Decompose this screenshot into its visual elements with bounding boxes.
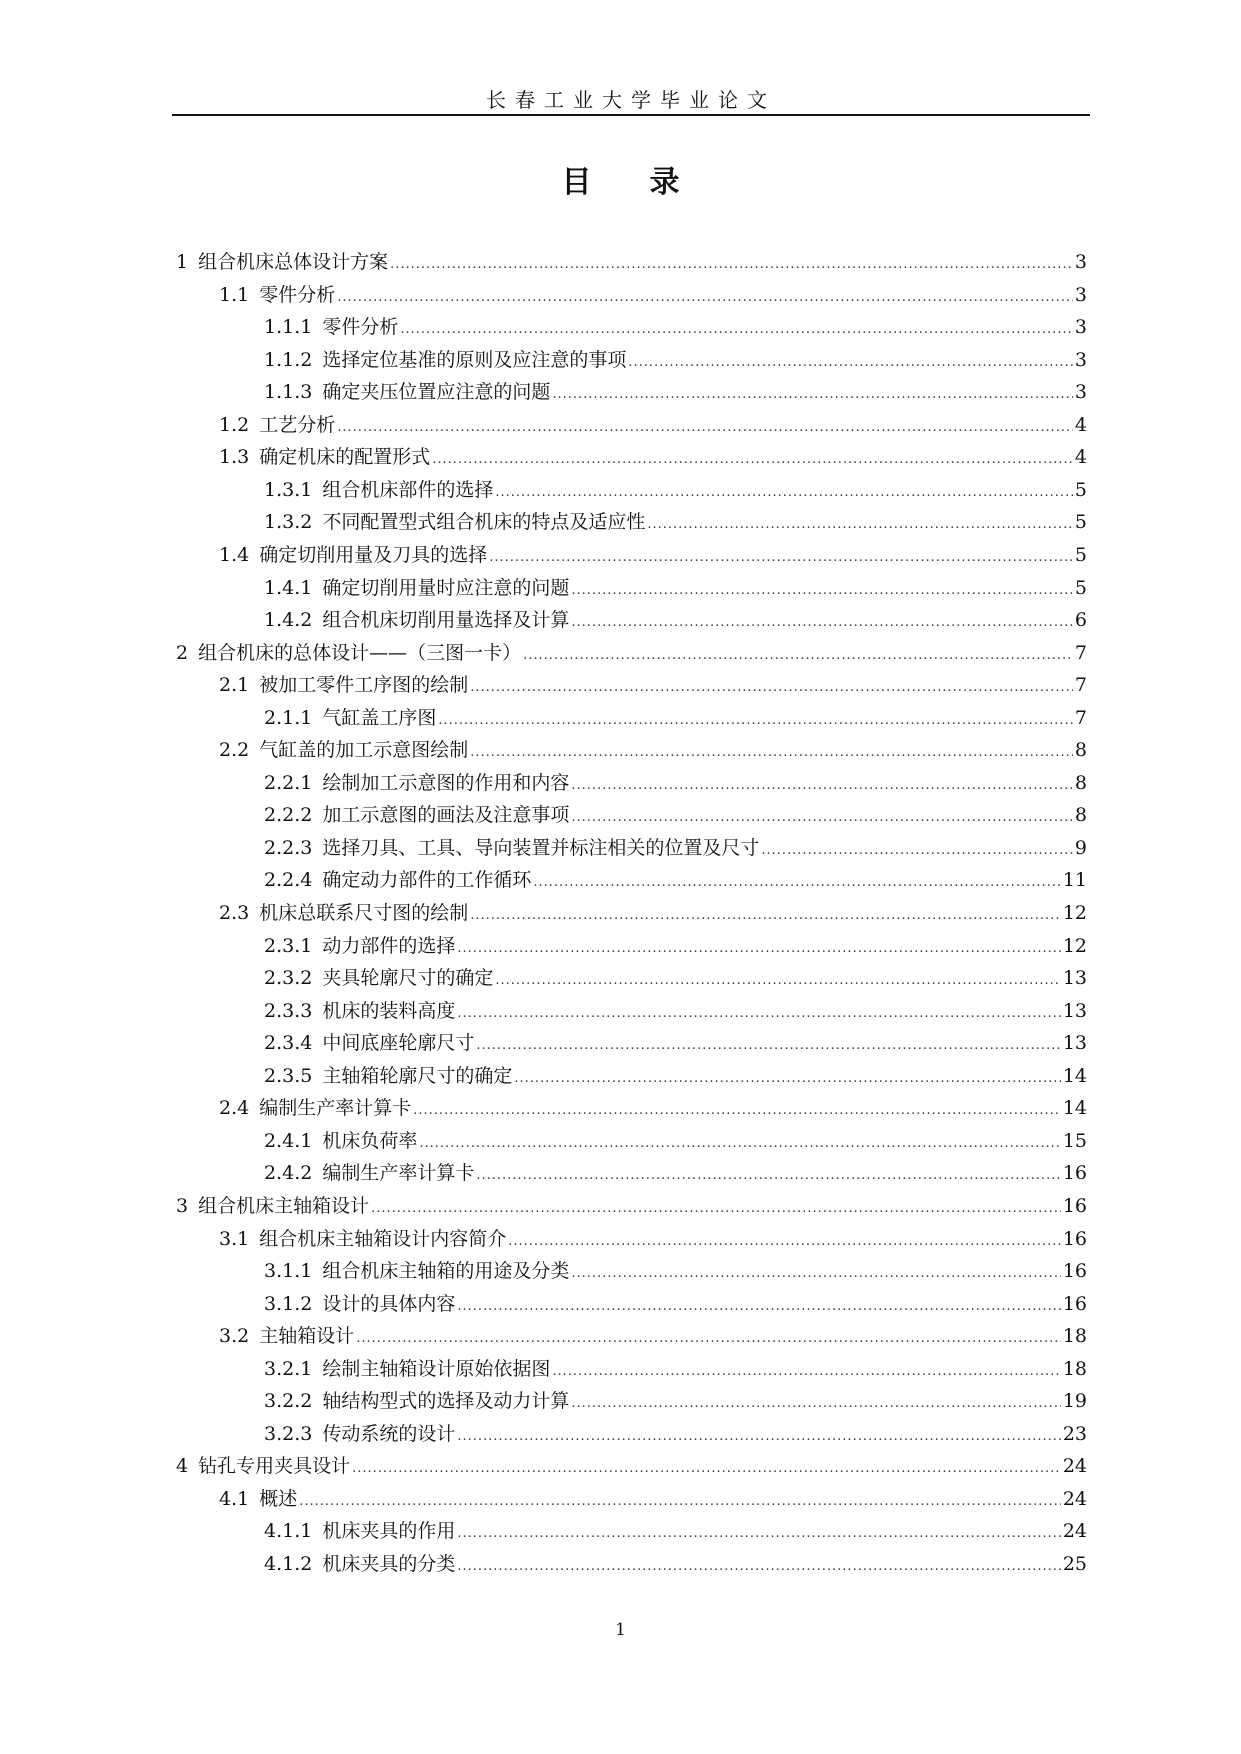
toc-entry-number: 2.1.1 (264, 706, 313, 729)
toc-dot-leader (508, 1226, 1061, 1258)
toc-entry-number: 1.4.1 (264, 576, 313, 599)
toc-entry-title: 机床总联系尺寸图的绘制 (259, 902, 469, 924)
toc-entry-4-1-1[interactable] (264, 1515, 1087, 1547)
toc-entry-title: 组合机床部件的选择 (322, 478, 494, 501)
toc-entry-1-3[interactable] (219, 441, 1087, 473)
toc-entry-2-2[interactable] (219, 734, 1087, 766)
toc-entry-title: 确定夹压位置应注意的问题 (322, 381, 551, 404)
toc-entry-title: 机床负荷率 (322, 1129, 418, 1152)
toc-dot-leader (476, 1160, 1060, 1192)
toc-entry-title: 概述 (259, 1487, 298, 1510)
toc-dot-leader (457, 1551, 1060, 1583)
toc-entry-text (264, 799, 569, 831)
toc-entry-title: 选择定位基准的原则及应注意的事项 (322, 348, 627, 371)
toc-entry-page: 18 (1062, 1357, 1087, 1380)
toc-entry-text (176, 637, 521, 669)
toc-dot-leader (514, 1063, 1060, 1095)
toc-entry-number: 2.2.3 (264, 836, 313, 859)
toc-entry-title: 被加工零件工序图的绘制 (259, 674, 469, 697)
toc-entry-text (264, 376, 550, 408)
toc-dot-leader (489, 542, 1073, 574)
toc-entry-title: 零件分析 (322, 316, 399, 339)
toc-entry-2-2-4[interactable] (264, 864, 1087, 896)
toc-entry-2-4[interactable] (219, 1092, 1087, 1124)
toc-entry-text (264, 1157, 474, 1189)
toc-entry-title: 气缸盖的加工示意图绘制 (259, 739, 469, 762)
toc-entry-text (219, 1092, 411, 1124)
toc-entry-text (264, 1385, 569, 1417)
toc-dot-leader (571, 1258, 1060, 1290)
toc-dot-leader (761, 835, 1073, 867)
toc-entry-number: 3.1.2 (264, 1292, 313, 1315)
toc-entry-text (264, 832, 759, 864)
toc-entry-text (264, 1125, 417, 1157)
toc-entry-text (219, 279, 335, 311)
toc-entry-1-1-3[interactable] (264, 376, 1087, 408)
toc-entry-number: 2.3.5 (264, 1064, 313, 1087)
toc-entry-page: 13 (1062, 1032, 1087, 1055)
toc-entry-page: 15 (1062, 1129, 1087, 1152)
toc-entry-text (264, 1060, 512, 1092)
toc-entry-page: 6 (1074, 609, 1087, 632)
header-rule (172, 114, 1090, 116)
toc-entry-title: 零件分析 (259, 283, 336, 306)
toc-entry-number: 1.1.3 (264, 381, 313, 404)
toc-entry-number: 2.2 (219, 739, 250, 762)
toc-entry-1-4-1[interactable] (264, 572, 1087, 604)
toc-entry-page: 16 (1062, 1260, 1087, 1283)
toc-dot-leader (470, 672, 1073, 704)
toc-dot-leader (571, 802, 1073, 834)
toc-entry-text (264, 702, 436, 734)
toc-entry-page: 13 (1062, 999, 1087, 1022)
toc-entry-number: 2.3.2 (264, 967, 313, 990)
toc-entry-page: 5 (1074, 511, 1087, 534)
toc-entry-number: 4.1.1 (264, 1520, 313, 1543)
toc-dot-leader (371, 1193, 1061, 1225)
toc-entry-text (219, 539, 487, 571)
toc-entry-2-1-1[interactable] (264, 702, 1087, 734)
toc-entry-number: 1.1.1 (264, 316, 313, 339)
toc-entry-text (219, 897, 468, 929)
toc-entry-page: 18 (1062, 1325, 1087, 1348)
toc-entry-text (264, 344, 626, 376)
toc-dot-leader (495, 477, 1073, 509)
toc-entry-3-2-2[interactable] (264, 1385, 1087, 1417)
toc-entry-number: 3.1.1 (264, 1260, 313, 1283)
toc-entry-page: 16 (1062, 1292, 1087, 1315)
toc-dot-leader (457, 933, 1060, 965)
toc-entry-number: 3.2 (219, 1325, 250, 1348)
toc-entry-3-1[interactable] (219, 1223, 1087, 1255)
toc-entry-page: 4 (1074, 413, 1087, 436)
toc-entry-2-3-5[interactable] (264, 1060, 1087, 1092)
toc-entry-text (219, 1483, 297, 1515)
toc-dot-leader (432, 444, 1073, 476)
toc-entry-1-4-2[interactable] (264, 604, 1087, 636)
toc-entry-text (264, 995, 455, 1027)
toc-entry-2-1[interactable] (219, 669, 1087, 701)
toc-dot-leader (647, 509, 1073, 541)
toc-entry-text (264, 1548, 455, 1580)
toc-entry-page: 3 (1074, 283, 1087, 306)
toc-entry-3-1-1[interactable] (264, 1255, 1087, 1287)
toc-title: 目录 (561, 165, 738, 200)
toc-entry-1[interactable] (176, 246, 1087, 278)
toc-entry-1-2[interactable] (219, 409, 1087, 441)
toc-dot-leader (419, 1128, 1060, 1160)
toc-entry-2-3[interactable] (219, 897, 1087, 929)
toc-entry-2-3-1[interactable] (264, 930, 1087, 962)
toc-entry-text (264, 311, 398, 343)
toc-entry-4[interactable] (176, 1450, 1087, 1482)
toc-entry-text (264, 572, 569, 604)
toc-entry-title: 组合机床的总体设计——（三图一卡） (198, 641, 522, 664)
toc-entry-number: 2.2.4 (264, 869, 313, 892)
toc-entry-page: 12 (1062, 934, 1087, 957)
toc-entry-page: 8 (1074, 804, 1087, 827)
toc-entry-page: 5 (1074, 576, 1087, 599)
toc-entry-page: 8 (1074, 771, 1087, 794)
toc-entry-2-4-2[interactable] (264, 1157, 1087, 1189)
toc-entry-title: 机床夹具的分类 (322, 1553, 456, 1575)
toc-entry-text (219, 1223, 506, 1255)
toc-entry-title: 主轴箱轮廓尺寸的确定 (322, 1064, 513, 1087)
toc-entry-number: 3.2.2 (264, 1390, 313, 1413)
toc-entry-number: 3.2.3 (264, 1422, 313, 1445)
toc-entry-page: 16 (1062, 1194, 1087, 1217)
toc-entry-text (219, 734, 468, 766)
toc-entry-number: 2.2.2 (264, 804, 313, 827)
toc-entry-title: 工艺分析 (259, 413, 336, 436)
toc-entry-number: 2.3.4 (264, 1032, 313, 1055)
toc-entry-1-3-2[interactable] (264, 506, 1087, 538)
toc-entry-number: 4.1.2 (264, 1553, 313, 1575)
toc-entry-number: 2.4.1 (264, 1129, 313, 1152)
toc-entry-1-1-1[interactable] (264, 311, 1087, 343)
toc-entry-title: 编制生产率计算卡 (322, 1162, 475, 1185)
toc-entry-number: 3 (176, 1194, 189, 1217)
toc-entry-2[interactable] (176, 637, 1087, 669)
toc-entry-text (264, 474, 493, 506)
toc-entry-title: 编制生产率计算卡 (259, 1097, 412, 1120)
toc-entry-page: 16 (1062, 1227, 1087, 1250)
toc-dot-leader (523, 640, 1073, 672)
running-header: 长春工业大学毕业论文 (486, 88, 776, 112)
toc-dot-leader (552, 379, 1073, 411)
toc-dot-leader (337, 412, 1073, 444)
toc-entry-2-3-2[interactable] (264, 962, 1087, 994)
toc-dot-leader (476, 1030, 1060, 1062)
toc-dot-leader (356, 1323, 1061, 1355)
toc-entry-title: 组合机床主轴箱的用途及分类 (322, 1260, 570, 1283)
toc-entry-1-3-1[interactable] (264, 474, 1087, 506)
toc-entry-page: 16 (1062, 1162, 1087, 1185)
toc-entry-number: 2.1 (219, 674, 250, 697)
toc-entry-text (264, 930, 455, 962)
toc-dot-leader (571, 607, 1073, 639)
toc-entry-text (264, 1515, 455, 1547)
toc-entry-page: 7 (1074, 641, 1087, 664)
toc-entry-1-4[interactable] (219, 539, 1087, 571)
toc-dot-leader (438, 705, 1073, 737)
toc-entry-number: 1.1.2 (264, 348, 313, 371)
toc-entry-number: 1.1 (219, 283, 250, 306)
toc-entry-title: 中间底座轮廓尺寸 (322, 1032, 475, 1055)
toc-dot-leader (457, 998, 1060, 1030)
toc-entry-title: 确定动力部件的工作循环 (322, 869, 532, 892)
toc-entry-page: 5 (1074, 478, 1087, 501)
toc-entry-4-1[interactable] (219, 1483, 1087, 1515)
toc-entry-page: 13 (1062, 967, 1087, 990)
toc-entry-number: 1.3.1 (264, 478, 313, 501)
toc-entry-page: 3 (1074, 381, 1087, 404)
toc-entry-title: 确定切削用量时应注意的问题 (322, 576, 570, 599)
toc-dot-leader (352, 1453, 1061, 1485)
toc-entry-title: 组合机床总体设计方案 (198, 251, 389, 273)
toc-dot-leader (413, 1095, 1061, 1127)
toc-entry-title: 气缸盖工序图 (322, 706, 437, 729)
toc-entry-number: 2.4.2 (264, 1162, 313, 1185)
toc-entry-page: 4 (1074, 446, 1087, 469)
toc-entry-title: 夹具轮廓尺寸的确定 (322, 967, 494, 990)
toc-entry-text (264, 1027, 474, 1059)
toc-entry-title: 不同配置型式组合机床的特点及适应性 (322, 511, 646, 534)
toc-entry-text (264, 1288, 455, 1320)
toc-entry-text (176, 1190, 369, 1222)
toc-entry-title: 组合机床主轴箱设计 (198, 1194, 370, 1217)
toc-entry-page: 5 (1074, 543, 1087, 566)
toc-entry-text (176, 1450, 350, 1482)
toc-entry-text (264, 506, 645, 538)
toc-entry-page: 3 (1074, 348, 1087, 371)
toc-entry-number: 2.3.3 (264, 999, 313, 1022)
toc-dot-leader (571, 770, 1073, 802)
toc-entry-page: 7 (1074, 674, 1087, 697)
toc-entry-1-1-2[interactable] (264, 344, 1087, 376)
toc-dot-leader (628, 347, 1073, 379)
toc-entry-text (264, 1418, 455, 1450)
toc-entry-number: 2 (176, 641, 189, 664)
toc-entry-text (264, 767, 569, 799)
toc-entry-text (264, 962, 493, 994)
toc-dot-leader (457, 1291, 1060, 1323)
toc-entry-2-3-3[interactable] (264, 995, 1087, 1027)
page-number: 1 (615, 1620, 626, 1640)
toc-entry-text (219, 1320, 354, 1352)
toc-entry-page: 8 (1074, 739, 1087, 762)
toc-entry-page: 24 (1062, 1520, 1087, 1543)
toc-dot-leader (457, 1421, 1060, 1453)
toc-dot-leader (571, 1388, 1060, 1420)
toc-entry-3[interactable] (176, 1190, 1087, 1222)
toc-entry-number: 3.1 (219, 1227, 250, 1250)
toc-dot-leader (552, 1356, 1060, 1388)
toc-entry-number: 1 (176, 251, 189, 273)
toc-entry-title: 确定切削用量及刀具的选择 (259, 543, 488, 566)
toc-entry-number: 4.1 (219, 1487, 250, 1510)
toc-entry-number: 1.4.2 (264, 609, 313, 632)
toc-entry-3-2[interactable] (219, 1320, 1087, 1352)
toc-entry-page: 12 (1062, 902, 1087, 924)
toc-entry-text (264, 1353, 550, 1385)
toc-entry-number: 2.4 (219, 1097, 250, 1120)
toc-entry-2-2-1[interactable] (264, 767, 1087, 799)
toc-entry-number: 2.3.1 (264, 934, 313, 957)
toc-entry-title: 机床的装料高度 (322, 999, 456, 1022)
toc-entry-number: 1.3.2 (264, 511, 313, 534)
toc-entry-number: 3.2.1 (264, 1357, 313, 1380)
toc-entry-3-2-1[interactable] (264, 1353, 1087, 1385)
toc-entry-2-2-3[interactable] (264, 832, 1087, 864)
toc-entry-4-1-2[interactable] (264, 1548, 1087, 1580)
toc-entry-1-1[interactable] (219, 279, 1087, 311)
toc-dot-leader (571, 575, 1073, 607)
toc-entry-title: 设计的具体内容 (322, 1292, 456, 1315)
toc-entry-number: 1.2 (219, 413, 250, 436)
toc-entry-3-2-3[interactable] (264, 1418, 1087, 1450)
toc-entry-page: 19 (1062, 1390, 1087, 1413)
toc-entry-title: 传动系统的设计 (322, 1422, 456, 1445)
toc-entry-text (219, 409, 335, 441)
toc-entry-2-2-2[interactable] (264, 799, 1087, 831)
toc-entry-page: 7 (1074, 706, 1087, 729)
toc-dot-leader (495, 965, 1060, 997)
toc-entry-text (219, 441, 430, 473)
toc-entry-title: 绘制加工示意图的作用和内容 (322, 771, 570, 794)
toc-entry-3-1-2[interactable] (264, 1288, 1087, 1320)
toc-dot-leader (470, 737, 1073, 769)
toc-entry-text (264, 864, 531, 896)
toc-entry-title: 主轴箱设计 (259, 1325, 355, 1348)
toc-entry-page: 24 (1062, 1487, 1087, 1510)
toc-entry-title: 绘制主轴箱设计原始依据图 (322, 1357, 551, 1380)
toc-entry-page: 14 (1062, 1064, 1087, 1087)
toc-dot-leader (390, 249, 1073, 281)
toc-entry-title: 机床夹具的作用 (322, 1520, 456, 1543)
toc-dot-leader (457, 1518, 1060, 1550)
toc-entry-number: 1.4 (219, 543, 250, 566)
toc-entry-title: 加工示意图的画法及注意事项 (322, 804, 570, 827)
toc-entry-page: 3 (1074, 316, 1087, 339)
toc-entry-page: 14 (1062, 1097, 1087, 1120)
toc-dot-leader (299, 1486, 1061, 1518)
toc-dot-leader (470, 900, 1061, 932)
toc-entry-number: 2.3 (219, 902, 250, 924)
toc-entry-text (264, 1255, 569, 1287)
toc-entry-page: 3 (1074, 251, 1087, 273)
toc-entry-number: 1.3 (219, 446, 250, 469)
toc-entry-page: 25 (1062, 1553, 1087, 1575)
toc-entry-title: 组合机床主轴箱设计内容简介 (259, 1227, 507, 1250)
toc-dot-leader (400, 314, 1073, 346)
toc-entry-number: 4 (176, 1455, 189, 1478)
toc-entry-title: 选择刀具、工具、导向装置并标注相关的位置及尺寸 (322, 836, 760, 859)
toc-entry-2-4-1[interactable] (264, 1125, 1087, 1157)
toc-entry-title: 组合机床切削用量选择及计算 (322, 609, 570, 632)
toc-entry-title: 钻孔专用夹具设计 (198, 1455, 351, 1478)
toc-entry-text (176, 246, 388, 278)
toc-entry-title: 轴结构型式的选择及动力计算 (322, 1390, 570, 1413)
toc-entry-text (219, 669, 468, 701)
toc-entry-page: 24 (1062, 1455, 1087, 1478)
toc-dot-leader (337, 282, 1073, 314)
toc-entry-page: 23 (1062, 1422, 1087, 1445)
toc-entry-number: 2.2.1 (264, 771, 313, 794)
toc-entry-page: 9 (1074, 836, 1087, 859)
toc-entry-title: 动力部件的选择 (322, 934, 456, 957)
toc-entry-title: 确定机床的配置形式 (259, 446, 431, 469)
toc-entry-2-3-4[interactable] (264, 1027, 1087, 1059)
toc-entry-text (264, 604, 569, 636)
toc-entry-page: 11 (1062, 869, 1087, 892)
toc-dot-leader (533, 867, 1060, 899)
